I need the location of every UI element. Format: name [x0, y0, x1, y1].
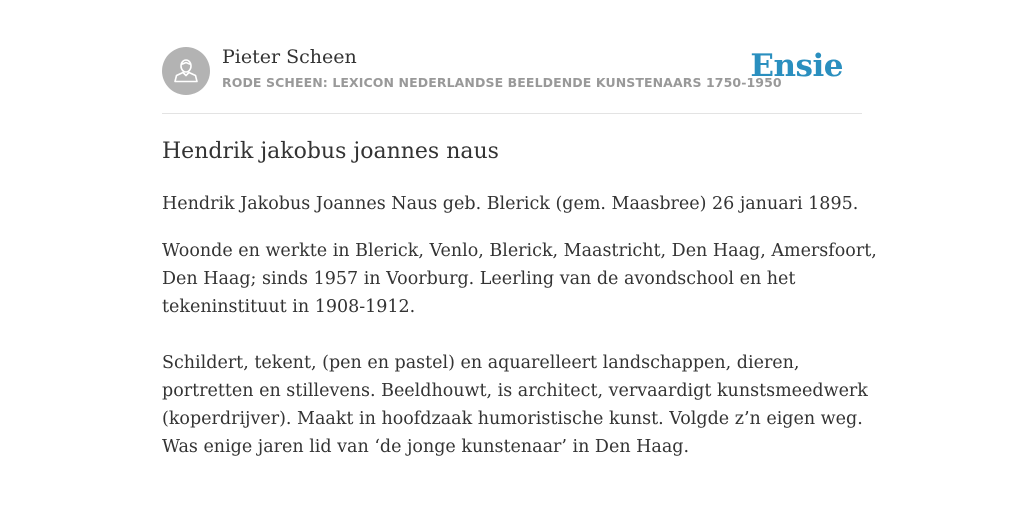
article-body [162, 190, 877, 461]
paragraph-gap [162, 321, 862, 349]
text-line: portretten en stillevens. Beeldhouwt, is architect, vervaardigt kunstsmeedwerk [162, 381, 868, 401]
author-name[interactable]: Pieter Scheen [222, 46, 357, 68]
user-silhouette-icon [162, 47, 210, 95]
ensie-logo[interactable]: Ensie [750, 48, 843, 84]
header-divider [162, 113, 862, 114]
author-avatar[interactable] [162, 47, 210, 95]
text-line: Den Haag; sinds 1957 in Voorburg. Leerling van de avondschool en het [162, 269, 796, 289]
text-line: tekeninstituut in 1908-1912. [162, 297, 416, 317]
text-line: Woonde en werkte in Blerick, Venlo, Blerick, Maastricht, Den Haag, Amersfoort, [162, 241, 877, 261]
source-lexicon[interactable]: RODE SCHEEN: LEXICON NEDERLANDSE BEELDENDE KUNSTENAARS 1750-1950 [222, 75, 782, 90]
paragraph-birth: Hendrik Jakobus Joannes Naus geb. Blerick (gem. Maasbree) 26 januari 1895. [162, 194, 859, 214]
text-line: (koperdrijver). Maakt in hoofdzaak humoristische kunst. Volgde z’n eigen weg. [162, 409, 863, 429]
article-title: Hendrik jakobus joannes naus [162, 139, 499, 164]
text-line: Was enige jaren lid van ‘de jonge kunstenaar’ in Den Haag. [162, 437, 690, 457]
paragraph-biography [162, 237, 877, 461]
author-header [162, 46, 862, 96]
text-line: Schildert, tekent, (pen en pastel) en aquarelleert landschappen, dieren, [162, 353, 800, 373]
